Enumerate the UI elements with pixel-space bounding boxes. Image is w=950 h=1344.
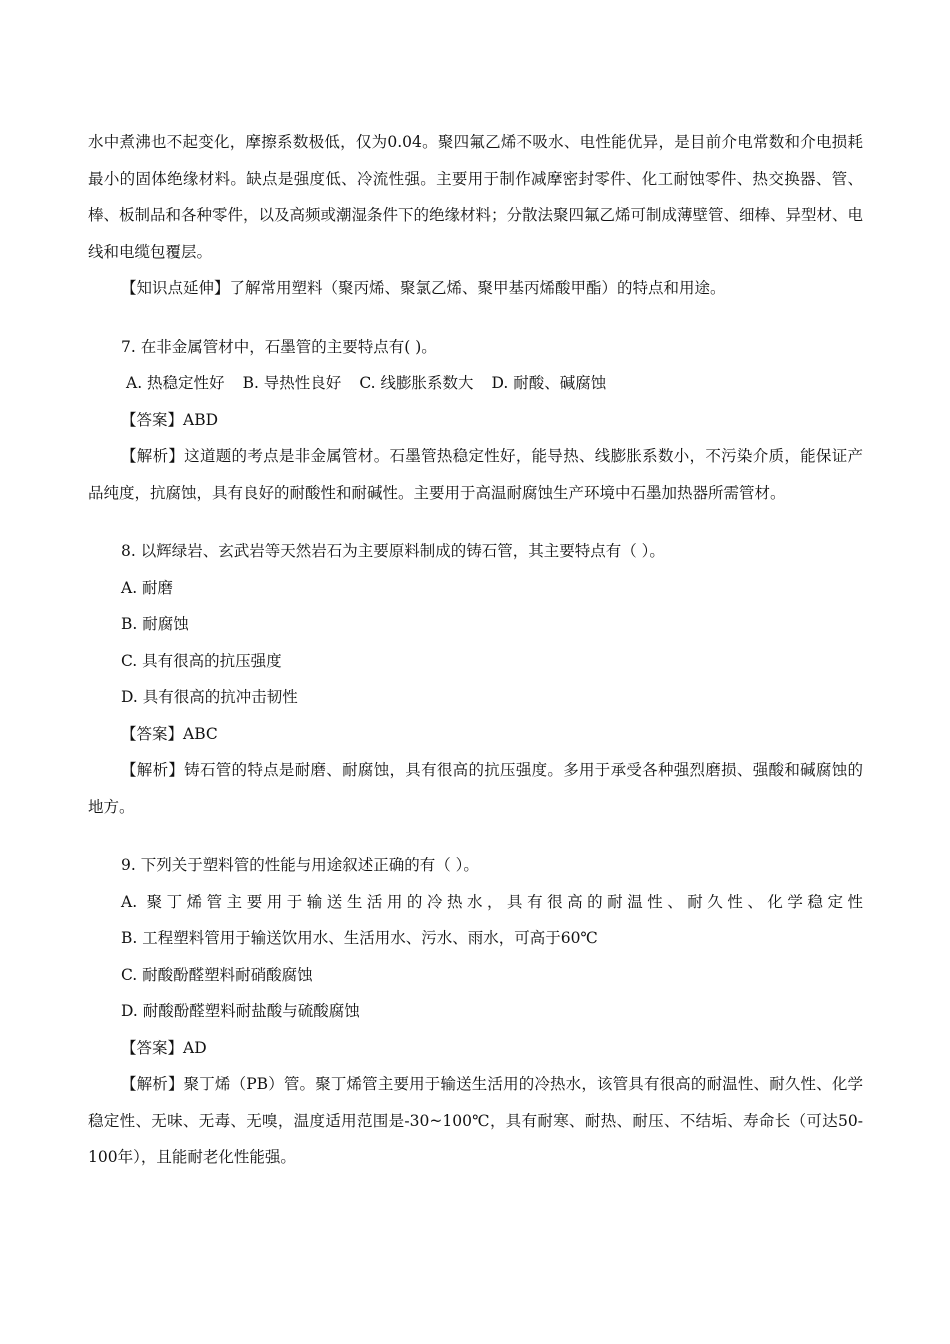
- option-d: D. 耐酸、碱腐蚀: [491, 374, 607, 392]
- option-a: A. 耐磨: [121, 578, 174, 597]
- option-d: D. 具有很高的抗冲击韧性: [121, 688, 298, 706]
- spacer: [88, 307, 863, 329]
- option-a: A. 聚丁烯管主要用于输送生活用的冷热水，具有很高的耐温性、耐久性、化学稳定性: [121, 892, 863, 911]
- answer-label: 【答案】ABD: [121, 410, 219, 429]
- option-b: B. 耐腐蚀: [121, 615, 189, 633]
- analysis-text: 【解析】聚丁烯（PB）管。聚丁烯管主要用于输送生活用的冷热水，该管具有很高的耐温性、耐久性、化学稳定性、无味、无毒、无嗅，温度适用范围是-30~100℃，具有耐寒、耐热、耐压、不结垢、寿命长（可达50-100年），且能耐老化性能强。: [88, 1075, 863, 1166]
- option-b: B. 工程塑料管用于输送饮用水、生活用水、污水、雨水，可高于60℃: [121, 929, 598, 947]
- option-c: C. 具有很高的抗压强度: [121, 651, 282, 670]
- analysis-text: 【解析】这道题的考点是非金属管材。石墨管热稳定性好，能导热、线膨胀系数小，不污染介质，能保证产品纯度，抗腐蚀，具有良好的耐酸性和耐碱性。主要用于高温耐腐蚀生产环境中石墨加热器所需管材。: [88, 447, 863, 502]
- option-d: D. 耐酸酚醛塑料耐盐酸与硫酸腐蚀: [121, 1002, 360, 1020]
- option-c: C. 线膨胀系数大: [359, 374, 474, 392]
- question-block-9: [88, 847, 863, 1176]
- question-block-8: [88, 533, 863, 825]
- answer-label: 【答案】ABC: [121, 724, 218, 743]
- intro-paragraph: 水中煮沸也不起变化，摩擦系数极低，仅为0.04。聚四氟乙烯不吸水、电性能优异，是目前介电常数和介电损耗最小的固体绝缘材料。缺点是强度低、冷流性强。主要用于制作减摩密封零件、化工耐蚀零件、热交换器、管、棒、板制品和各种零件，以及高频或潮湿条件下的绝缘材料；分散法聚四氟乙烯可制成薄壁管、细棒、异型材、电线和电缆包覆层。: [88, 133, 864, 261]
- question-text: 8. 以辉绿岩、玄武岩等天然岩石为主要原料制成的铸石管，其主要特点有（ ）。: [121, 542, 665, 560]
- spacer: [88, 511, 863, 533]
- option-a: A. 热稳定性好: [126, 374, 225, 392]
- option-b: B. 导热性良好: [242, 374, 342, 392]
- spacer: [88, 825, 863, 847]
- question-text: 9. 下列关于塑料管的性能与用途叙述正确的有（ ）。: [121, 856, 479, 874]
- page-content: [88, 124, 863, 1176]
- knowledge-extension: 【知识点延伸】了解常用塑料（聚丙烯、聚氯乙烯、聚甲基丙烯酸甲酯）的特点和用途。: [121, 279, 726, 297]
- analysis-text: 【解析】铸石管的特点是耐磨、耐腐蚀，具有很高的抗压强度。多用于承受各种强烈磨损、强酸和碱腐蚀的地方。: [88, 761, 863, 816]
- option-row: [88, 365, 863, 402]
- option-c: C. 耐酸酚醛塑料耐硝酸腐蚀: [121, 965, 313, 984]
- question-block-7: [88, 329, 863, 512]
- question-text: 7. 在非金属管材中，石墨管的主要特点有( )。: [121, 337, 437, 356]
- answer-label: 【答案】AD: [121, 1038, 207, 1057]
